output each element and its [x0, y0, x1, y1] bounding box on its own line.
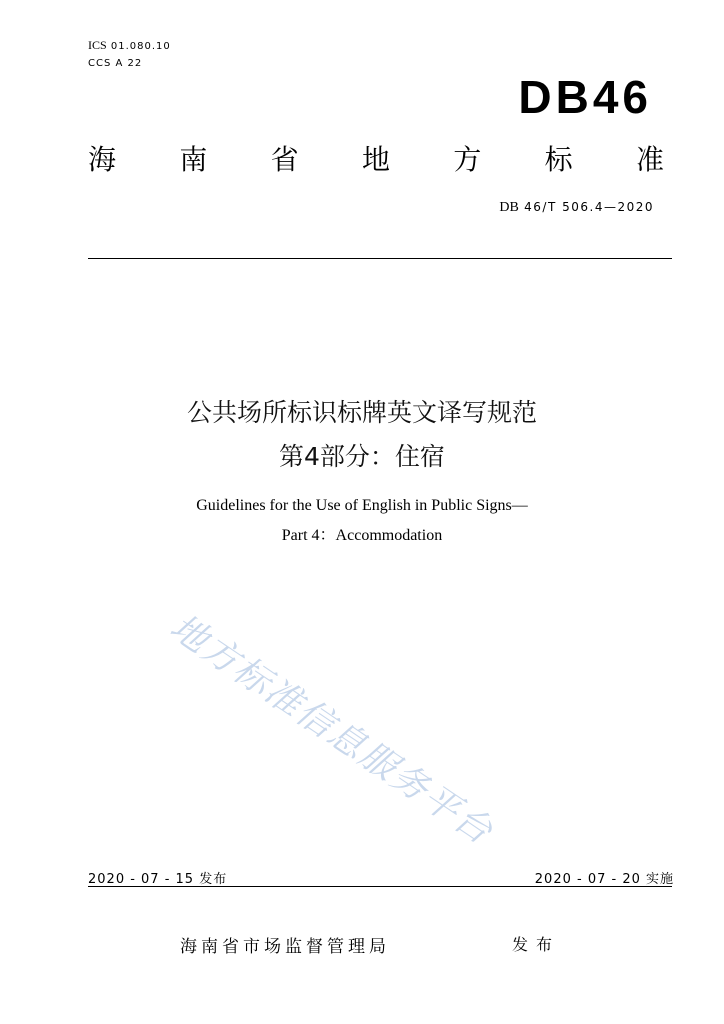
authority-char: 方 — [453, 143, 482, 176]
authority-title — [88, 138, 664, 178]
implement-date: 2020 - 07 - 20 实施 — [534, 872, 674, 887]
authority-char: 南 — [179, 143, 208, 176]
issuer: 海南省市场监督管理局 — [180, 937, 390, 957]
title-en-line2: Part 4：Accommodation — [281, 527, 443, 544]
standard-code: 46/T 506.4—2020 — [524, 200, 654, 214]
title-zh-line1: 公共场所标识标牌英文译写规范 — [186, 398, 537, 427]
authority-char: 标 — [544, 143, 573, 176]
ics-number: 01.080.10 — [110, 41, 171, 52]
publish-date: 2020 - 07 - 15 发布 — [88, 872, 228, 887]
header-divider — [88, 258, 672, 259]
issue-label: 发布 — [512, 935, 561, 954]
ics-code — [88, 38, 171, 53]
watermark: 地方标准信息服务平台 — [162, 606, 501, 854]
title-en-line1: Guidelines for the Use of English in Public Signs— — [196, 497, 528, 514]
standard-prefix: DB — [499, 200, 519, 215]
authority-char: 地 — [361, 143, 390, 176]
title-zh-line2: 第4部分：住宿 — [279, 442, 445, 471]
db-code: DB46 — [518, 71, 652, 123]
authority-char: 省 — [270, 143, 299, 176]
footer-divider — [88, 886, 672, 887]
ccs-code: CCS A 22 — [88, 58, 143, 69]
authority-char: 准 — [635, 143, 664, 176]
standard-number — [499, 200, 654, 216]
ics-label: ICS — [88, 38, 107, 52]
authority-char: 海 — [88, 143, 117, 176]
